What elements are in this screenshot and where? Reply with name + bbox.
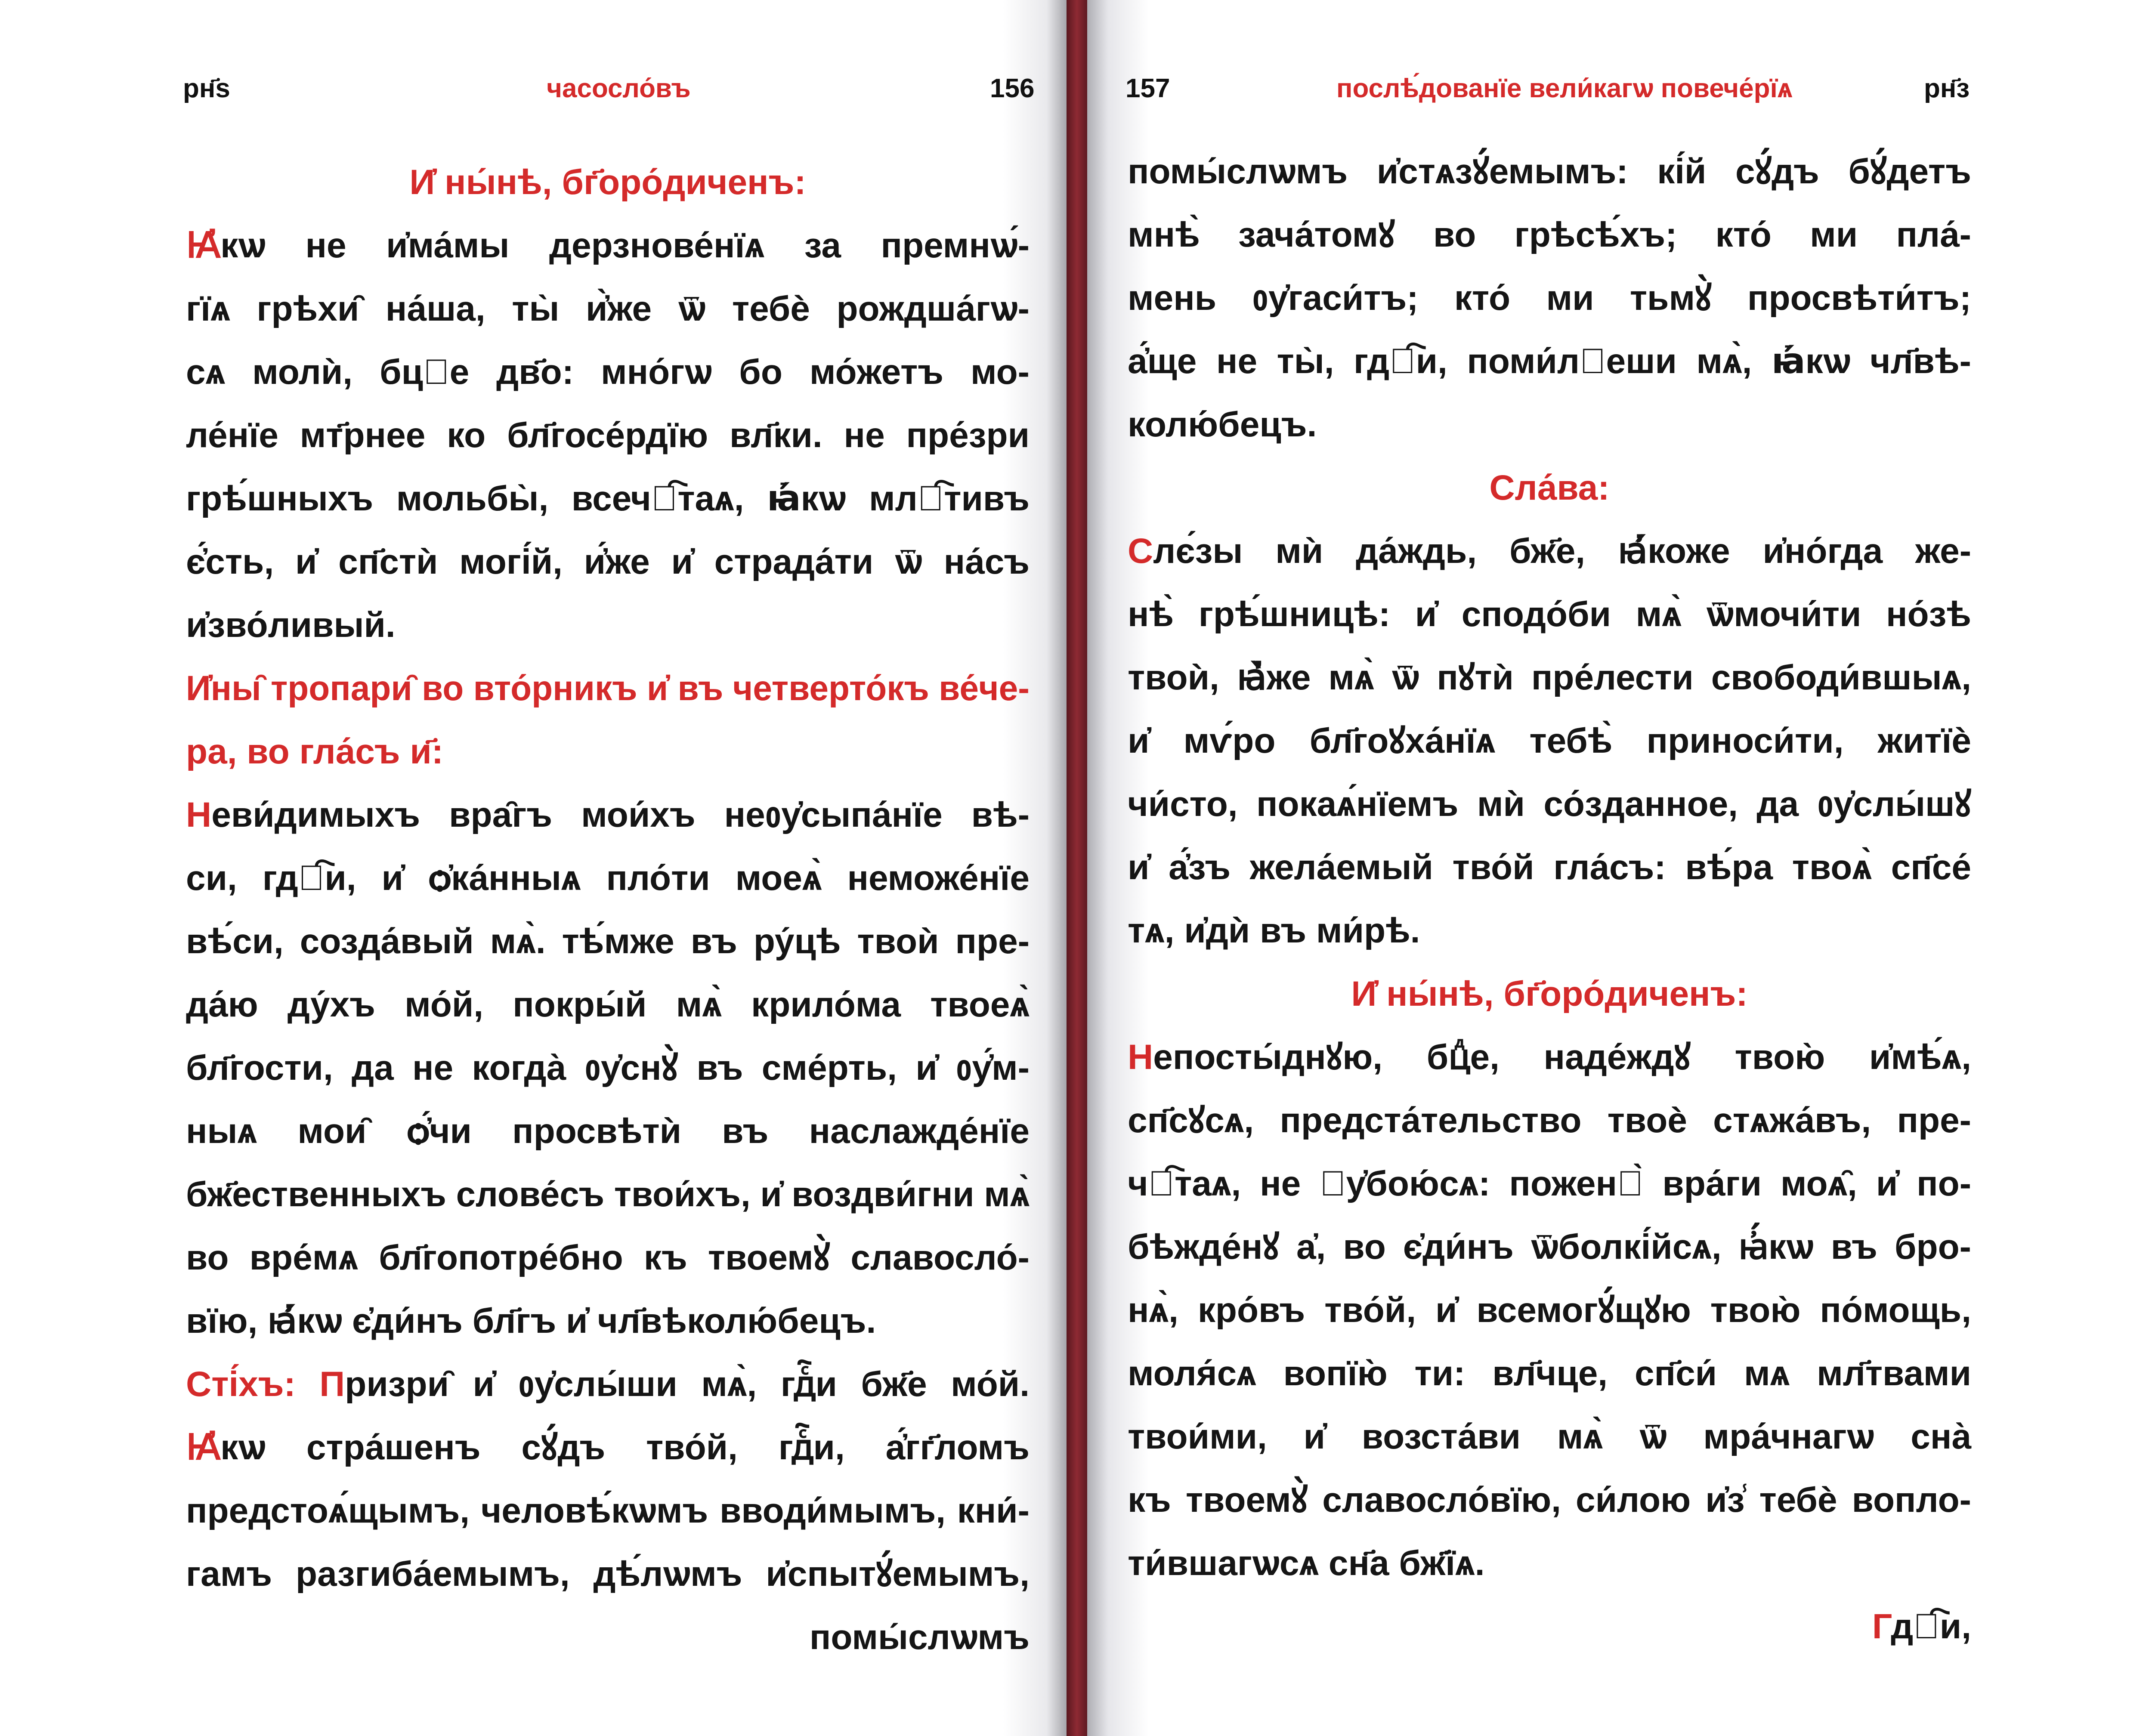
body-text: є҆́сть, и҆ сп҃стѝ могі́й, и҆́же и҆ страда́ти ѿ на́съ — [186, 542, 1030, 581]
text-line — [1128, 1405, 1971, 1468]
rubric-text: Сті́хъ: П — [186, 1365, 345, 1404]
text-line — [186, 151, 1030, 214]
body-text: да́ю ду́хъ мо́й, покры́й мѧ̀ крило́ма твоеѧ̀ — [186, 985, 1030, 1024]
body-text: бж҃ественныхъ слове́съ твои́хъ, и҆ воздви́гни мѧ̀ — [186, 1175, 1030, 1214]
text-line — [1128, 962, 1971, 1026]
right-page-number: 157 — [1125, 74, 1170, 103]
body-text: къ твоемꙋ̀ славосло́вїю, си́лою и҆з̾ тебѐ вопло- — [1128, 1480, 1971, 1520]
body-text: и҆зво́ливый. — [186, 605, 396, 645]
text-line — [186, 1226, 1030, 1289]
body-text: бѣжде́нꙋ а҆, во є҆ди́нъ ѿболкі́йсѧ, ꙗ҆́кѡ въ бро- — [1128, 1227, 1971, 1266]
text-line — [186, 1416, 1030, 1479]
text-line — [186, 277, 1030, 340]
body-text: и҆ а҆́зъ жела́емый тво́й гла́съ: вѣ́ра твоѧ̀ сп҃се́ — [1128, 848, 1971, 887]
body-text: чи́сто, покаѧ́нїемъ мѝ со́зданное, да ᲂу҆слы́шꙋ — [1128, 785, 1971, 824]
text-line — [1128, 203, 1971, 266]
text-line — [186, 910, 1030, 973]
text-line — [186, 1479, 1030, 1542]
body-text: кѡ стра́шенъ сꙋ́дъ тво́й, гдⷭ҇и, а҆́гг҃ломъ — [220, 1428, 1030, 1467]
body-text: кѡ не и҆ма́мы дерзнове́нїѧ за премнѡ́- — [220, 226, 1030, 265]
body-text: помы́слѡмъ — [809, 1618, 1030, 1657]
text-line — [1128, 519, 1971, 583]
body-text: предстоѧ́щымъ, человѣ́кѡмъ вводи́мымъ, кни́- — [186, 1491, 1030, 1530]
text-line — [186, 340, 1030, 404]
left-page-text — [186, 151, 1030, 1669]
text-line — [186, 1542, 1030, 1606]
text-line — [186, 530, 1030, 593]
body-text: вѣ́си, созда́вый мѧ̀. тѣ́мже въ ру́цѣ твоѝ пре- — [186, 922, 1030, 961]
body-text: епосты́днꙋю, бцⷣе, наде́ждꙋ твою̀ и҆мѣ́ѧ, — [1153, 1038, 1971, 1077]
text-line — [1128, 1215, 1971, 1279]
rubric-text: Г — [1872, 1607, 1891, 1646]
body-text: си, гдⷭ҇и, и҆ ѻ҆ка́нныѧ пло́ти моеѧ̀ неможе́нїе — [186, 859, 1030, 898]
text-line — [186, 214, 1030, 277]
text-line — [186, 1036, 1030, 1100]
text-line — [1128, 772, 1971, 836]
text-line — [186, 1606, 1030, 1669]
text-line — [1128, 456, 1971, 519]
body-text: ныѧ мои̑ ѻ҆́чи просвѣтѝ въ наслажде́нїе — [186, 1112, 1030, 1151]
text-line — [1128, 140, 1971, 203]
left-folio: рн҃ѕ — [183, 74, 230, 103]
text-line — [1128, 646, 1971, 709]
text-line — [1128, 1152, 1971, 1215]
text-line — [1128, 899, 1971, 962]
text-line — [1128, 266, 1971, 330]
body-text: мнѣ̀ зача́томꙋ во грѣсѣ́хъ; кто́ ми пла́- — [1128, 215, 1971, 254]
text-line — [186, 1100, 1030, 1163]
body-text: а҆́ще не ты̀, гдⷭ҇и, поми́лꙋеши мѧ̀, ꙗ҆́кѡ чл҃вѣ- — [1128, 342, 1971, 381]
body-text: грѣ́шныхъ мольбы̀, всечⷭ҇таѧ, ꙗ҆́кѡ млⷭ҇тивъ — [186, 479, 1030, 518]
body-text: твои́ми, и҆ возста́ви мѧ̀ ѿ мра́чнагѡ сна̀ — [1128, 1417, 1971, 1456]
bookmark-ribbon — [1067, 0, 1087, 1736]
right-folio: рн҃з — [1924, 74, 1970, 103]
text-line — [1128, 1026, 1971, 1089]
rubric-text: Ꙗ҆ — [186, 1428, 221, 1467]
text-line — [186, 846, 1030, 910]
text-line — [186, 1353, 1030, 1416]
text-line — [1128, 1342, 1971, 1405]
left-running-title: часосло́въ — [547, 74, 691, 103]
text-line — [186, 593, 1030, 657]
body-text: мень ᲂу҆гаси́тъ; кто́ ми тьмꙋ̀ просвѣти́тъ; — [1128, 278, 1971, 318]
rubric-text: И҆ ны́нѣ, бг҃оро́диченъ: — [409, 163, 806, 202]
text-line — [1128, 583, 1971, 646]
body-text: и҆ мѵ́ро бл҃гоꙋха́нїѧ тебѣ̀ приноси́ти, житїѐ — [1128, 721, 1971, 760]
body-text: моля́сѧ вопїю̀ ти: вл҃чце, сп҃си́ мѧ мл҃твами — [1128, 1354, 1971, 1393]
text-line — [186, 1289, 1030, 1353]
body-text: помы́слѡмъ и҆стѧзꙋ́емымъ: кі́й сꙋ́дъ бꙋ́детъ — [1128, 152, 1971, 191]
rubric-text: Н — [186, 795, 212, 834]
text-line — [186, 404, 1030, 467]
body-text: во вре́мѧ бл҃гопотре́бно къ твоемꙋ̀ славосло́- — [186, 1238, 1030, 1277]
text-line — [186, 657, 1030, 720]
rubric-text: Сла́ва: — [1489, 468, 1610, 507]
text-line — [1128, 330, 1971, 393]
text-line — [186, 1163, 1030, 1226]
text-line — [1128, 393, 1971, 456]
text-line — [186, 783, 1030, 846]
text-line — [1128, 1532, 1971, 1595]
body-text: чⷭ҇таѧ, не ᲂу҆бою́сѧ: поженꙋ̀ вра́ги моѧ̑, и҆ по- — [1128, 1164, 1971, 1203]
left-page-number: 156 — [990, 74, 1035, 103]
body-text: гамъ разгиба́емымъ, дѣ́лѡмъ и҆спытꙋ́емымъ, — [186, 1554, 1030, 1594]
rubric-text: Н — [1128, 1038, 1153, 1077]
body-text: гїѧ грѣхи̑ на́ша, ты̀ и҆̀же ѿ тебѐ рождша́гѡ- — [186, 289, 1030, 328]
rubric-text: ра, во гла́съ и҃: — [186, 732, 444, 771]
body-text: бл҃гости, да не когда̀ ᲂу҆снꙋ̀ въ сме́рть, и҆ ᲂу҆́м- — [186, 1048, 1030, 1087]
rubric-text: С — [1128, 531, 1153, 571]
body-text: нѣ̀ грѣ́шницѣ: и҆ сподо́би мѧ̀ ѿмочи́ти но́зѣ — [1128, 595, 1971, 634]
text-line — [186, 467, 1030, 530]
text-line — [1128, 709, 1971, 772]
text-line — [1128, 836, 1971, 899]
text-line — [1128, 1468, 1971, 1532]
rubric-text: И҆ны̑ тропари̑ во вто́рникъ и҆ въ четверто́къ ве́че- — [186, 669, 1030, 708]
text-line — [1128, 1595, 1971, 1658]
text-line — [1128, 1089, 1971, 1152]
text-line — [186, 973, 1030, 1036]
right-page-text — [1128, 140, 1971, 1658]
body-text: сѧ молѝ, бцⷣе дв҃о: мно́гѡ бо мо́жетъ мо- — [186, 352, 1030, 392]
body-text: колю́бецъ. — [1128, 405, 1317, 444]
body-text: сп҃сꙋсѧ, предста́тельство твоѐ стѧжа́въ, пре- — [1128, 1101, 1971, 1140]
right-running-title: послѣ́дованїе вели́кагѡ повече́рїѧ — [1336, 74, 1793, 103]
body-text: лє́зы мѝ да́ждь, бж҃е, ꙗ҆́коже и҆но́гда же- — [1153, 531, 1971, 571]
body-text: вїю, ꙗ҆́кѡ є҆ди́нъ бл҃гъ и҆ чл҃вѣколю́бецъ. — [186, 1301, 876, 1341]
rubric-text: Ꙗ҆ — [186, 226, 221, 265]
body-text: еви́димыхъ вра̑гъ мои́хъ неᲂу҆сыпа́нїе вѣ- — [211, 795, 1030, 834]
body-text: дⷭ҇и, — [1891, 1607, 1971, 1646]
body-text: ле́нїе мт҃рнее ко бл҃госе́рдїю вл҃ки. не пре́зри — [186, 416, 1030, 455]
rubric-text: И҆ ны́нѣ, бг҃оро́диченъ: — [1351, 974, 1748, 1013]
body-text: ризри̑ и҆ ᲂу҆слы́ши мѧ̀, гдⷭ҇и бж҃е мо́й. — [345, 1365, 1030, 1404]
body-text: нѧ̀, кро́въ тво́й, и҆ всемогꙋ́щꙋю твою̀ по́мощь, — [1128, 1291, 1971, 1330]
text-line — [1128, 1279, 1971, 1342]
text-line — [186, 720, 1030, 783]
body-text: тѧ, и҆дѝ въ ми́рѣ. — [1128, 911, 1420, 950]
body-text: твоѝ, ꙗ҆̀же мѧ̀ ѿ пꙋтѝ пре́лести свободи́вшыѧ, — [1128, 658, 1971, 697]
body-text: ти́вшагѡсѧ сн҃а бж҃їѧ. — [1128, 1544, 1485, 1583]
